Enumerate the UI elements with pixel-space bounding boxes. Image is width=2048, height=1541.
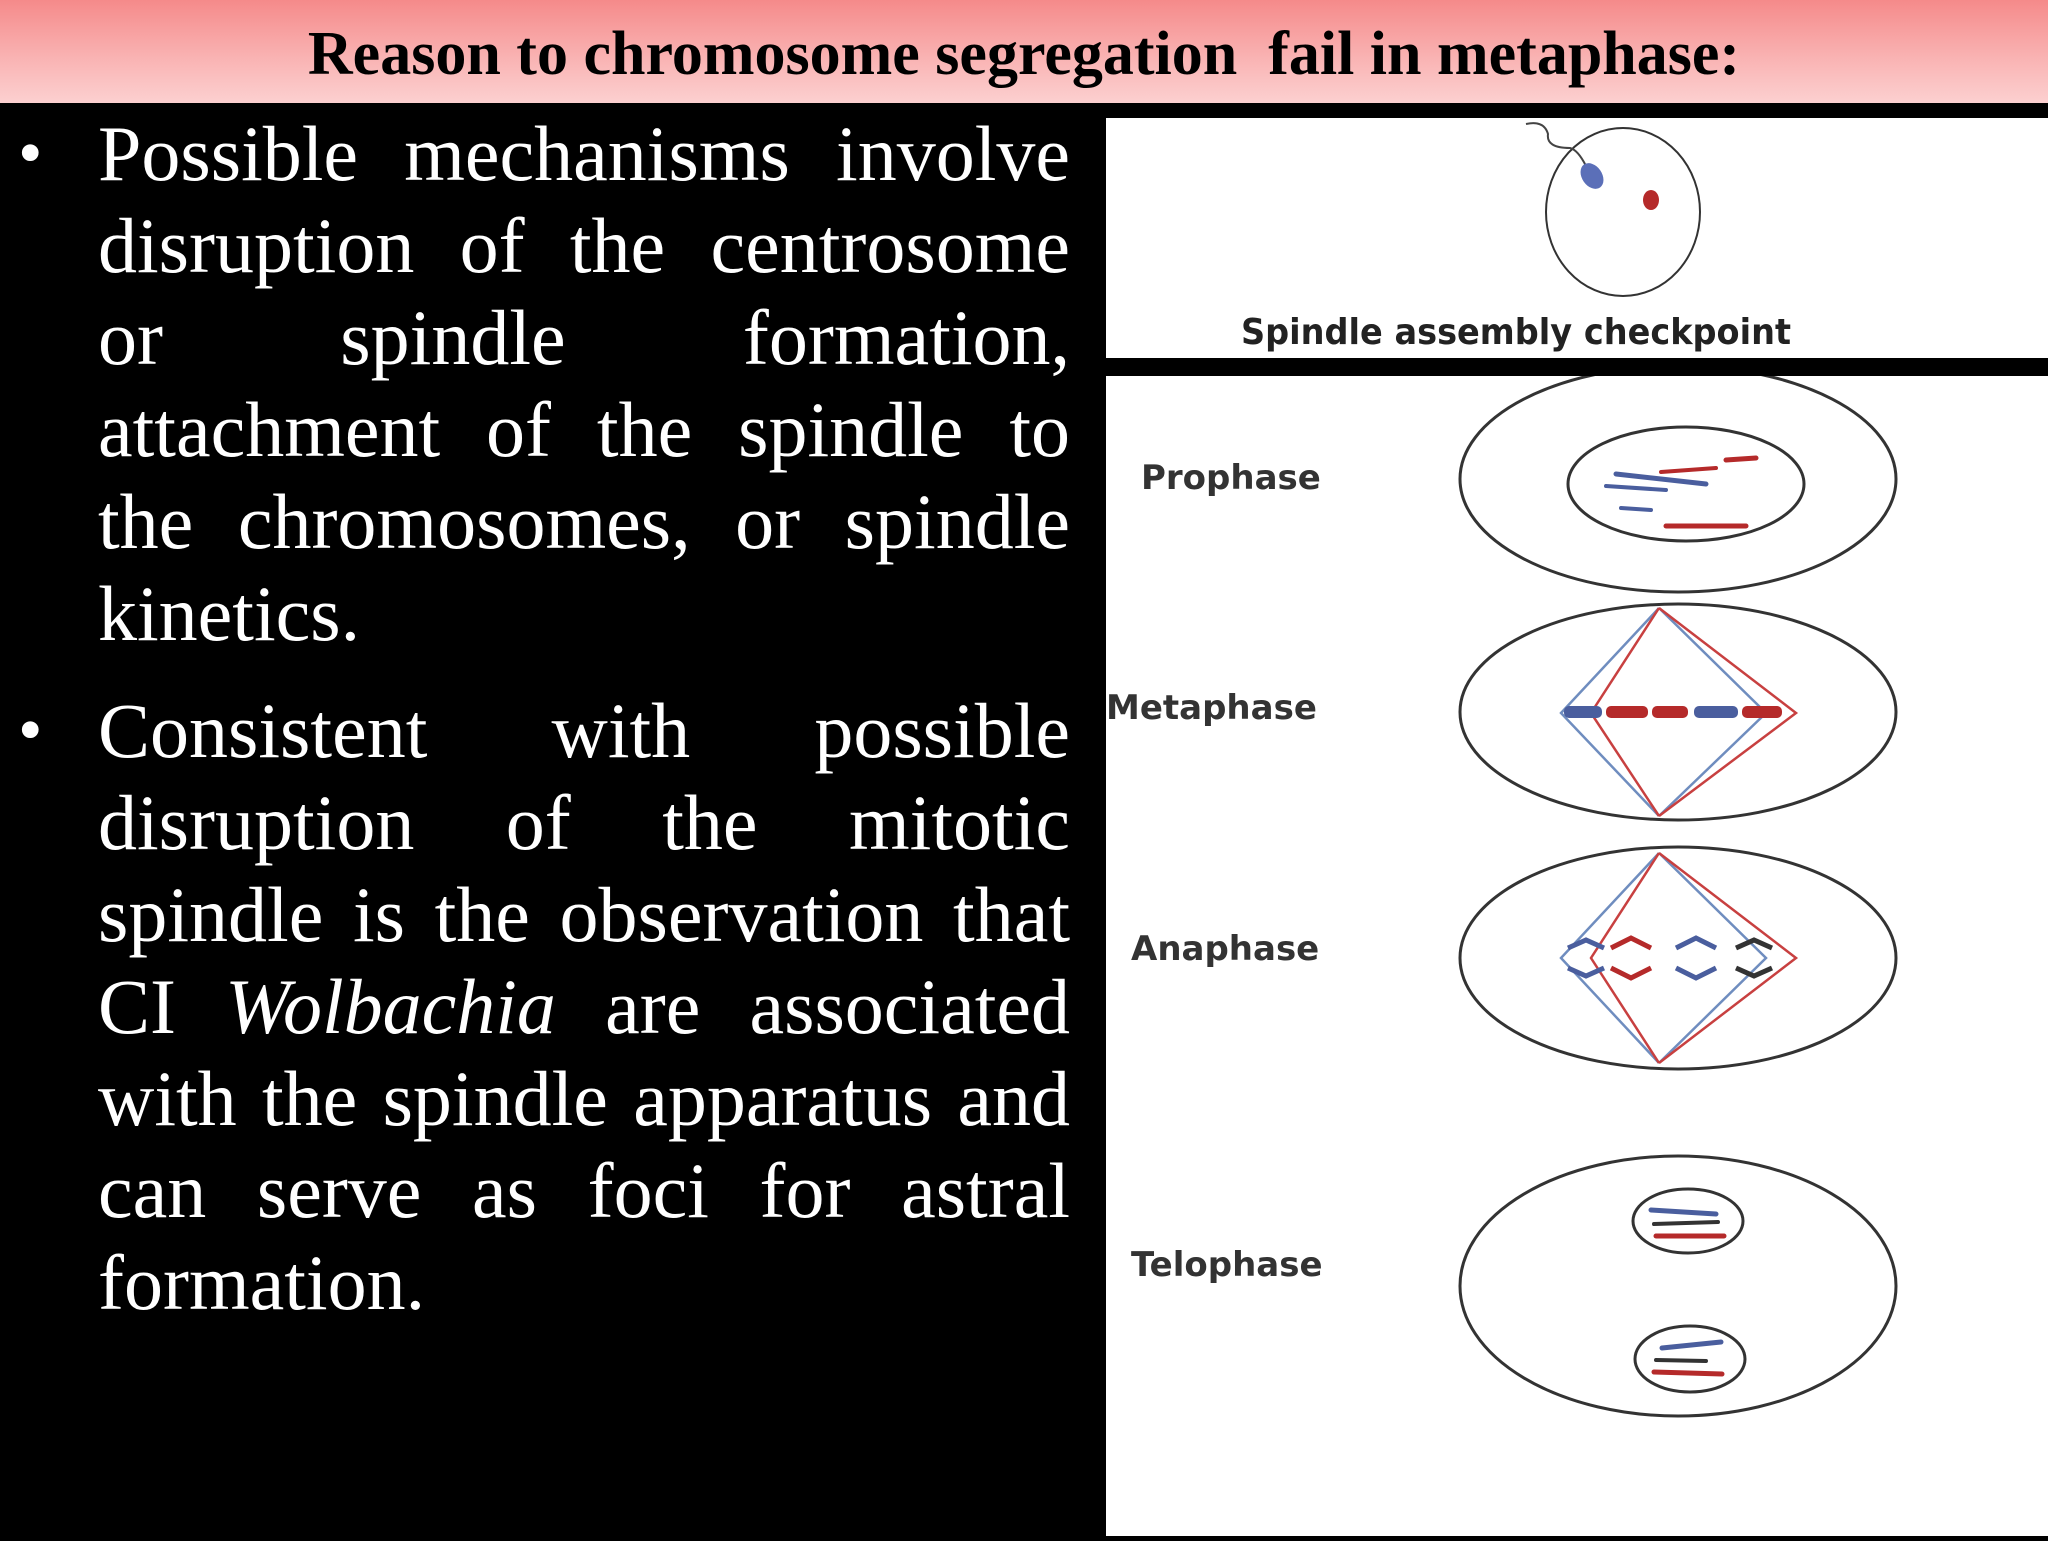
- anaphase-chromosomes: [1568, 938, 1772, 978]
- phase-label-anaphase: Anaphase: [1131, 929, 1320, 969]
- checkpoint-label: Spindle assembly checkpoint: [1241, 312, 1791, 353]
- egg-nucleus: [1643, 190, 1659, 210]
- checkpoint-diagram: [1106, 118, 2048, 358]
- cell-outline: [1546, 128, 1700, 296]
- phases-diagram: [1106, 376, 2048, 1536]
- bullet-marker: •: [18, 115, 43, 192]
- metaphase-chromosomes: [1564, 706, 1782, 718]
- bullet-item-observation: [0, 685, 1090, 1329]
- prophase-cell-outline: [1460, 376, 1896, 592]
- bullet-text-observation: [98, 687, 1070, 1326]
- bullet-marker: •: [18, 692, 43, 769]
- anaphase-cell-outline: [1460, 847, 1896, 1069]
- checkpoint-panel: [1106, 118, 2048, 358]
- telophase-chromosomes-bottom: [1654, 1342, 1722, 1374]
- bullet-text-mechanisms: Possible mechanisms involve disruption of the centrosome or spindle formation, attachment of the spindle to the chromosomes, or spindle kinetics.: [98, 110, 1070, 657]
- prophase-chromosomes: [1606, 458, 1756, 526]
- bullet-text-part: Consistent with possible disruption of the mitotic spindle is the observation that CI: [98, 687, 1070, 1050]
- bullet-text-part: are associated with the spindle apparatus and can serve as foci for astral formation.: [98, 963, 1070, 1326]
- mitosis-figure: [1091, 103, 2048, 1536]
- bullet-text-italic-wolbachia: Wolbachia: [225, 963, 556, 1050]
- title-bar: [0, 0, 2048, 103]
- phase-label-metaphase: Metaphase: [1106, 688, 1317, 728]
- sperm-head: [1576, 159, 1608, 193]
- slide-title: Reason to chromosome segregation fail in metaphase:: [307, 20, 1741, 88]
- telophase-cell-outline: [1460, 1156, 1896, 1416]
- phase-label-telophase: Telophase: [1131, 1245, 1323, 1285]
- telophase-chromosomes-top: [1651, 1210, 1724, 1236]
- anaphase-spindle: [1561, 853, 1796, 1063]
- bullet-item-mechanisms: [0, 108, 1090, 660]
- phase-label-prophase: Prophase: [1141, 458, 1321, 498]
- phases-panel: [1106, 376, 2048, 1536]
- bullet-list: [0, 108, 1090, 1354]
